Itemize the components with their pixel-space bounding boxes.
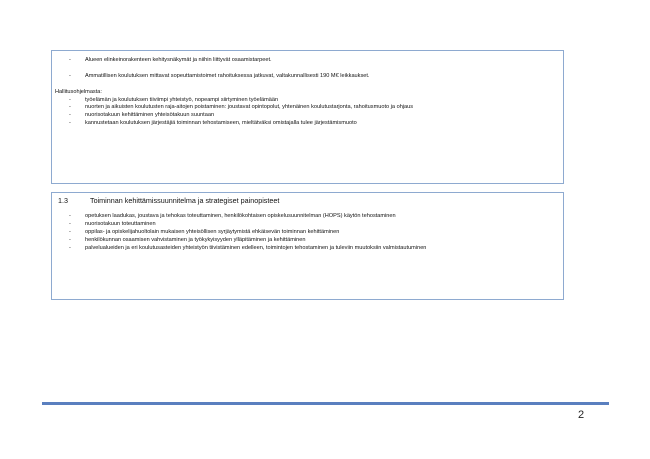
list-item-text: palvelualueiden ja eri koulutusasteiden yhteistyön tiivistäminen edelleen, toimintojen tehostaminen ja tuleviin muutoksiin valmistautuminen [85,245,427,251]
bullet-dash: - [69,112,71,118]
page-number: 2 [578,409,585,421]
section-number: 1.3 [58,196,68,205]
content-box-outlook [51,50,564,184]
bullet-dash: - [69,221,71,227]
bullet-dash: - [69,213,71,219]
list-item-text: opetuksen laadukas, joustava ja tehokas toteuttaminen, henkilökohtaisen opiskelusuunnitelman (HOPS) käytön tehostaminen [85,213,396,219]
list-item-text: Alueen elinkeinorakenteen kehitysnäkymät ja niihin liittyvät osaamistarpeet. [85,57,272,63]
bullet-dash: - [69,245,71,251]
list-item-text: oppilas- ja opiskelijahuoltolain mukaisen yhteisöllisen syrjäytymistä ehkäisevän toiminnan kehittäminen [85,229,340,235]
bullet-dash: - [69,120,71,126]
list-item-text: nuorisotakuun toteuttaminen [85,221,156,227]
content-box-strategy [51,192,564,300]
bullet-dash: - [69,229,71,235]
bullet-dash: - [69,104,71,110]
bullet-dash: - [69,57,71,63]
list-item-text: nuorisotakuun kehittäminen yhteisötakuun suuntaan [85,112,215,118]
bullet-dash: - [69,237,71,243]
list-item-text: Ammatillisen koulutuksen mittavat sopeuttamistoimet rahoituksessa jatkuvat, valtakunnallisesti 190 M€ leikkaukset. [85,73,370,79]
government-program-heading: Hallitusohjelmasta: [55,89,102,95]
bullet-dash: - [69,97,71,103]
list-item-text: kannustetaan koulutuksen järjestäjiä toiminnan tehostamiseen, mieltätväksi omistajalla tulee järjestämismuoto [85,120,357,126]
section-title: Toiminnan kehittämissuunnitelma ja strategiset painopisteet [90,196,280,205]
list-item-text: henkilökunnan osaamisen vahvistaminen ja työkykyisyyden ylläpitäminen ja kehittäminen [85,237,306,243]
list-item-text: työelämän ja koulutuksen tiiviimpi yhteistyö, nopeampi siirtyminen työelämään [85,97,279,103]
bullet-dash: - [69,73,71,79]
list-item-text: nuorten ja aikuisten koulutusten raja-aitojen poistaminen: joustavat opintopolut, yhtenäinen koulutustarjonta, rahoitusmuoto ja ohjaus [85,104,414,110]
footer-divider [42,402,609,405]
